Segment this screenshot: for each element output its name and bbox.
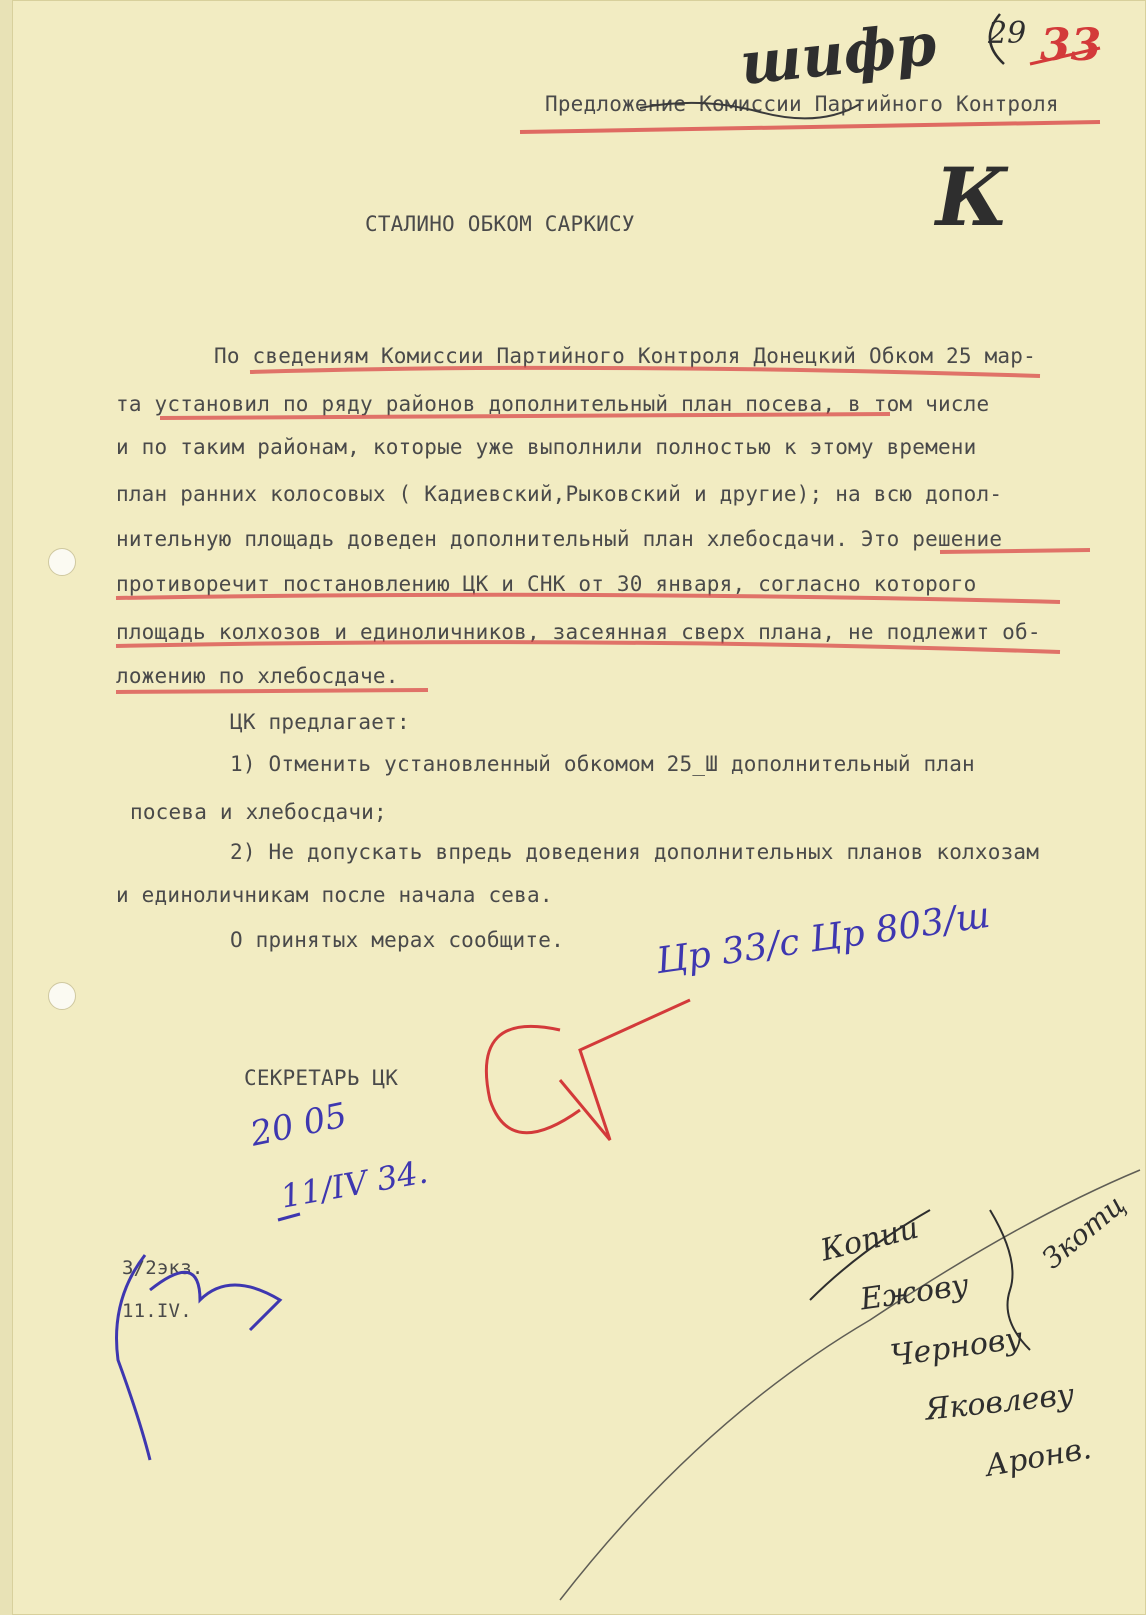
pencil-name: Ежову (858, 1267, 971, 1318)
body-line: та установил по ряду районов дополнительный план посева, в том числе (116, 392, 990, 416)
sheet-number-struck: 33 (1040, 20, 1102, 71)
sheet-number: 29 (988, 16, 1027, 51)
proposal-intro: ЦК предлагает: (230, 710, 410, 734)
closing-line: О принятых мерах сообщите. (230, 928, 564, 952)
punch-hole-top (48, 548, 76, 576)
handwritten-cipher-mark: шифр (736, 9, 940, 99)
addressee: СТАЛИНО ОБКОМ САРКИСУ (365, 212, 635, 236)
handwritten-time: 20 05 (246, 1095, 351, 1155)
pencil-name: Аронв. (982, 1430, 1094, 1485)
body-line: По сведениям Комиссии Партийного Контроля Донецкий Обком 25 мар- (214, 344, 1036, 368)
body-line: и по таким районам, которые уже выполнили полностью к этому времени (116, 435, 977, 459)
handwritten-reference-numbers: Цр 33/с Цр 803/ш (653, 894, 993, 983)
proposal-item-1: 1) Отменить установленный обкомом 25_Ш дополнительный план (230, 752, 975, 776)
date-note: 11.IV. (122, 1300, 192, 1322)
body-line: противоречит постановлению ЦК и СНК от 30 января, согласно которого (116, 572, 977, 596)
handwritten-letter-k: К (926, 150, 1017, 244)
body-line: ложению по хлебосдаче. (116, 664, 399, 688)
body-line: нительную площадь доведен дополнительный план хлебосдачи. Это решение (116, 527, 1003, 551)
pencil-name: Яковлеву (923, 1377, 1076, 1428)
pencil-side-note: Зкотц (1035, 1187, 1132, 1276)
body-line: план ранних колосовых ( Кадиевский,Рыковский и другие); на всю допол- (116, 482, 1003, 506)
body-line: площадь колхозов и единоличников, засеянная сверх плана, не подлежит об- (116, 620, 1041, 644)
pencil-name: Чернову (888, 1320, 1025, 1375)
pencil-copies-label: Копии (817, 1210, 923, 1269)
handwritten-date: 11/IV 34. (277, 1152, 431, 1216)
proposal-item-2-cont: и единоличникам после начала сева. (116, 883, 553, 907)
signature-title: СЕКРЕТАРЬ ЦК (244, 1066, 399, 1090)
proposal-item-1-cont: посева и хлебосдачи; (130, 800, 387, 824)
copies-note: 3/2экз. (122, 1257, 204, 1279)
punch-hole-bottom (48, 982, 76, 1010)
proposal-item-2: 2) Не допускать впредь доведения дополнительных планов колхозам (230, 840, 1040, 864)
document-header: Предложение Комиссии Партийного Контроля (545, 92, 1059, 116)
